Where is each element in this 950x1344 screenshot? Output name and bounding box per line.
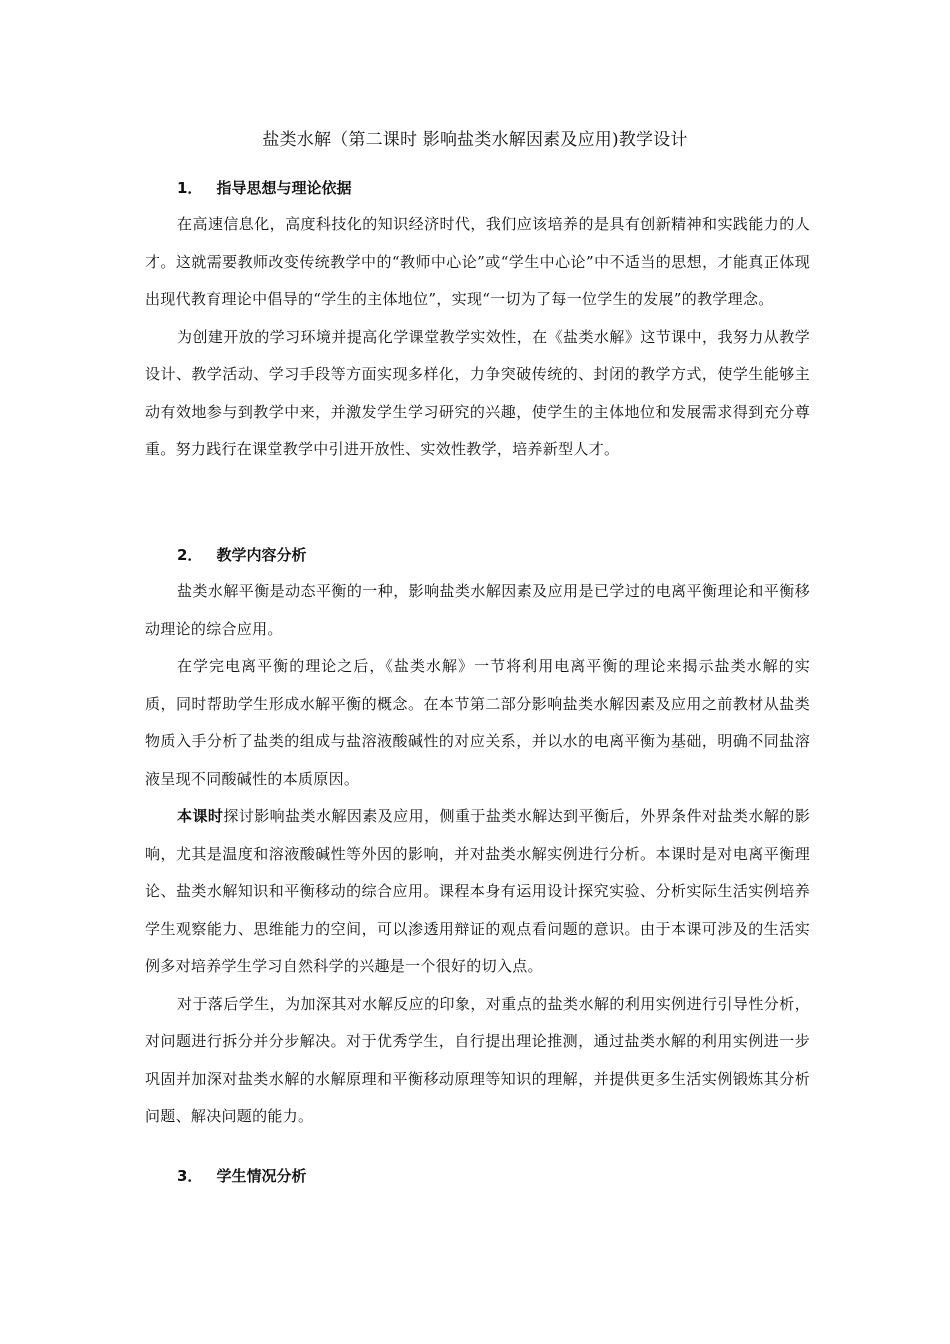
section-2-paragraph-3 bbox=[145, 798, 810, 986]
section-2-paragraph-3-lead: 本课时 bbox=[177, 807, 224, 825]
section-3-heading bbox=[145, 1158, 810, 1194]
section-2 bbox=[145, 537, 810, 1136]
section-1-paragraph-2: 为创建开放的学习环境并提高化学课堂教学实效性，在《盐类水解》这节课中，我努力从教学设计、教学活动、学习手段等方面实现多样化，力争突破传统的、封闭的教学方式，使学生能够主动有效地参与到教学中来，并激发学生学习研究的兴趣，使学生的主体地位和发展需求得到充分尊重。努力践行在课堂教学中引进开放性、实效性教学，培养新型人才。 bbox=[145, 327, 810, 458]
section-2-number: 2． bbox=[177, 546, 203, 564]
document-title: 盐类水解（第二课时 影响盐类水解因素及应用)教学设计 bbox=[262, 130, 688, 150]
section-2-paragraph-2: 在学完电离平衡的理论之后，《盐类水解》一节将利用电离平衡的理论来揭示盐类水解的实质，同时帮助学生形成水解平衡的概念。在本节第二部分影响盐类水解因素及应用之前教材从盐类物质入手分析了盐类的组成与盐溶液酸碱性的对应关系，并以水的电离平衡为基础，明确不同盐溶液呈现不同酸碱性的本质原因。 bbox=[145, 657, 810, 788]
section-2-paragraph-4: 对于落后学生，为加深其对水解反应的印象，对重点的盐类水解的利用实例进行引导性分析，对问题进行拆分并分步解决。对于优秀学生，自行提出理论推测，通过盐类水解的利用实例进一步巩固并加深对盐类水解的水解原理和平衡移动原理等知识的理解，并提供更多生活实例锻炼其分析问题、解决问题的能力。 bbox=[145, 994, 810, 1125]
section-3-heading-text: 学生情况分析 bbox=[216, 1167, 307, 1185]
section-1-paragraph-1: 在高速信息化，高度科技化的知识经济时代，我们应该培养的是具有创新精神和实践能力的人才。这就需要教师改变传统教学中的“教师中心论”或“学生中心论”中不适当的思想，才能真正体现出现代教育理论中倡导的“学生的主体地位”，实现“一切为了每一位学生的发展”的教学理念。 bbox=[145, 215, 810, 308]
section-2-paragraph-1: 盐类水解平衡是动态平衡的一种，影响盐类水解因素及应用是已学过的电离平衡理论和平衡移动理论的综合应用。 bbox=[145, 582, 810, 638]
section-1-number: 1． bbox=[177, 179, 203, 197]
section-3 bbox=[145, 1158, 810, 1194]
section-1-heading-text: 指导思想与理论依据 bbox=[216, 179, 352, 197]
section-2-heading-text: 教学内容分析 bbox=[216, 546, 307, 564]
section-2-paragraph-3-text: 探讨影响盐类水解因素及应用，侧重于盐类水解达到平衡后，外界条件对盐类水解的影响，尤其是温度和溶液酸碱性等外因的影响，并对盐类水解实例进行分析。本课时是对电离平衡理论、盐类水解知识和平衡移动的综合应用。课程本身有运用设计探究实验、分析实际生活实例培养学生观察能力、思维能力的空间，可以渗透用辩证的观点看问题的意识。由于本课可涉及的生活实例多对培养学生学习自然科学的兴趣是一个很好的切入点。 bbox=[145, 807, 810, 975]
section-3-number: 3． bbox=[177, 1167, 203, 1185]
section-1 bbox=[145, 170, 810, 469]
section-2-heading bbox=[145, 537, 810, 573]
section-1-heading bbox=[145, 170, 810, 206]
